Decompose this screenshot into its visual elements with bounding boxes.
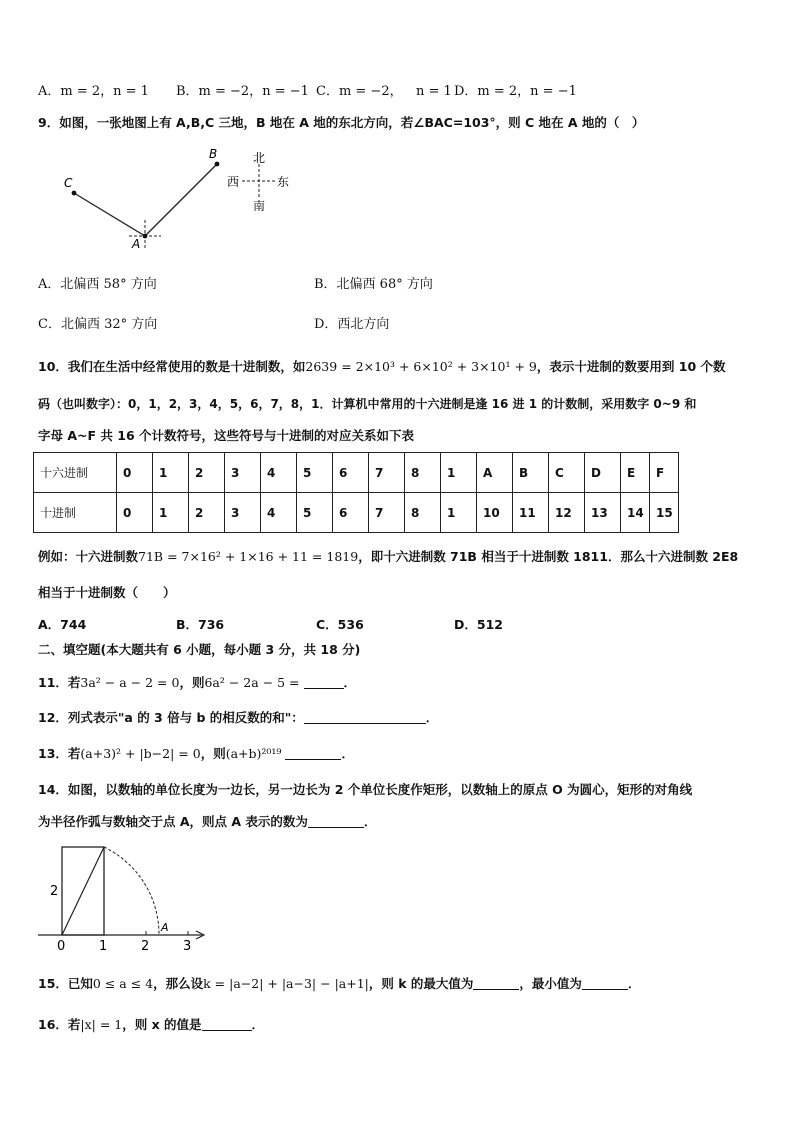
q10-line5: 相当于十进制数（ ）	[38, 585, 176, 600]
q15-formula: k = |a−2| + |a−3| − |a+1|	[203, 976, 369, 991]
compass-north: 北	[253, 151, 266, 165]
q10-option-d: D．512	[454, 617, 503, 632]
hex-cell: A	[477, 453, 513, 493]
q9-option-d: D．西北方向	[314, 317, 390, 332]
q10-line2: 码（也叫数字）：0，1，2，3，4，5，6，7，8，1．计算机中常用的十六进制是逢 16 进 1 的计数制，采用数字 0~9 和	[38, 397, 697, 411]
q9-stem: 9．如图，一张地图上有 A,B,C 三地，B 地在 A 地的东北方向，若∠BAC=103°，则 C 地在 A 地的（ ）	[38, 115, 645, 130]
decimal-cell: 4	[261, 493, 297, 533]
q14-line2-text: 为半径作弧与数轴交于点 A，则点 A 表示的数为	[38, 814, 308, 829]
q14-line1: 14．如图，以数轴的单位长度为一边长，另一边长为 2 个单位长度作矩形，以数轴上的原点 O 为圆心，矩形的对角线	[38, 782, 693, 797]
decimal-cell: 11	[513, 493, 549, 533]
compass-south: 南	[253, 199, 266, 213]
q8-option-c: C．m = −2，	[316, 84, 403, 99]
hex-cell: 6	[333, 453, 369, 493]
rectangle-diagonal	[62, 847, 104, 935]
q9-option-c: C．北偏西 32° 方向	[38, 317, 158, 332]
decimal-row-header: 十进制	[34, 493, 117, 533]
q10-line1-prefix: 10．我们在生活中经常使用的数是十进制数，如	[38, 359, 306, 374]
decimal-cell: 1	[441, 493, 477, 533]
q15-range: 0 ≤ a ≤ 4	[92, 976, 154, 991]
hex-cell: 1	[153, 453, 189, 493]
q13-expr: (a+b)²⁰¹⁹	[225, 746, 282, 761]
q14-figure	[36, 840, 216, 952]
decimal-cell: 7	[369, 493, 405, 533]
q10-options	[38, 616, 764, 634]
q9-option-b: B．北偏西 68° 方向	[314, 277, 433, 292]
hex-cell: 1	[441, 453, 477, 493]
label-c: C	[64, 176, 73, 190]
q15-mid1: ，那么设	[153, 976, 204, 991]
q8-option-c-n: n = 1	[416, 84, 452, 99]
q10-line3: 字母 A~F 共 16 个计数符号，这些符号与十进制的对应关系如下表	[38, 428, 414, 443]
q10-option-b: B．736	[176, 617, 225, 632]
q11-mid: ，则	[179, 675, 205, 690]
ray-ab	[145, 164, 217, 236]
compass-east: 东	[277, 175, 290, 189]
q9-options-row1	[38, 276, 764, 294]
point-a-label: A	[161, 921, 169, 934]
q12-text: 12．列式表示"a 的 3 倍与 b 的相反数的和"：	[38, 710, 304, 725]
hex-cell: F	[650, 453, 679, 493]
q13	[38, 745, 764, 763]
q14-answer-blank[interactable]	[308, 815, 364, 828]
decimal-cell: 12	[549, 493, 585, 533]
tick-label-3: 3	[183, 939, 192, 952]
q11-answer-blank[interactable]	[304, 676, 344, 689]
hex-row	[34, 453, 679, 493]
q10-example-formula: 71B = 7×16² + 1×16 + 11 = 1819	[138, 549, 359, 564]
q16-answer-blank[interactable]	[202, 1018, 252, 1031]
q13-end: ．	[341, 746, 354, 761]
q12-answer-blank[interactable]	[304, 711, 426, 724]
decimal-cell: 2	[189, 493, 225, 533]
q11	[38, 674, 764, 692]
label-b: B	[209, 147, 218, 161]
decimal-cell: 1	[153, 493, 189, 533]
q12-end: ．	[425, 710, 439, 725]
compass-west: 西	[227, 175, 240, 189]
decimal-cell: 3	[225, 493, 261, 533]
q10-line1-formula: 2639 = 2×10³ + 6×10² + 3×10¹ + 9	[305, 359, 537, 374]
q16-end: ．	[251, 1017, 265, 1032]
hex-cell: 5	[297, 453, 333, 493]
q10-line1	[38, 358, 764, 376]
q14-line2	[38, 813, 764, 831]
point-b	[215, 162, 220, 167]
hex-decimal-table	[33, 452, 679, 533]
q8-options	[38, 83, 764, 101]
q10-option-c: C．536	[316, 617, 364, 632]
q14-end: ．	[363, 814, 377, 829]
hex-cell: 7	[369, 453, 405, 493]
tick-label-0: 0	[57, 939, 66, 952]
radius-arc	[104, 847, 159, 935]
q16-prefix: 16．若	[38, 1017, 81, 1032]
q15-end: ．	[627, 976, 641, 991]
decimal-cell: 15	[650, 493, 679, 533]
q12	[38, 709, 764, 727]
height-label: 2	[50, 884, 59, 899]
q11-prefix: 11．若	[38, 675, 81, 690]
q10-example	[38, 548, 764, 566]
q10-option-a: A．744	[38, 617, 87, 632]
point-a	[143, 234, 148, 239]
q13-mid: ，则	[200, 746, 226, 761]
label-a: A	[132, 237, 141, 251]
q15	[38, 975, 764, 993]
decimal-row	[34, 493, 679, 533]
q11-formula: 3a² − a − 2 = 0	[80, 675, 180, 690]
q9-figure	[55, 142, 315, 257]
q13-answer-blank[interactable]	[285, 747, 341, 760]
q10-example-suffix: ，即十六进制数 71B 相当于十进制数 1811．那么十六进制数 2E8	[358, 549, 739, 564]
tick-label-2: 2	[141, 939, 150, 952]
q15-mid3: ，最小值为	[519, 976, 582, 991]
hex-cell: 2	[189, 453, 225, 493]
q10-example-prefix: 例如：十六进制数	[38, 549, 139, 564]
hex-cell: E	[621, 453, 650, 493]
point-c	[72, 191, 77, 196]
decimal-cell: 14	[621, 493, 650, 533]
hex-cell: C	[549, 453, 585, 493]
q15-max-blank[interactable]	[473, 977, 519, 990]
decimal-cell: 10	[477, 493, 513, 533]
decimal-cell: 6	[333, 493, 369, 533]
q16	[38, 1016, 764, 1034]
q15-min-blank[interactable]	[582, 977, 628, 990]
q8-option-b: B．m = −2，n = −1	[176, 84, 309, 99]
tick-label-1: 1	[99, 939, 108, 952]
hex-cell: 0	[117, 453, 153, 493]
hex-row-header: 十六进制	[34, 453, 117, 493]
q11-expr: 6a² − 2a − 5 =	[204, 675, 300, 690]
q10-line1-suffix: ，表示十进制的数要用到 10 个数	[536, 359, 726, 374]
hex-cell: D	[585, 453, 621, 493]
q8-option-a: A．m = 2，n = 1	[38, 84, 149, 99]
q9-options-row2	[38, 316, 764, 334]
q16-formula: |x| = 1	[80, 1017, 123, 1032]
ray-ac	[74, 193, 145, 236]
q8-option-d: D．m = 2，n = −1	[454, 84, 577, 99]
hex-cell: 3	[225, 453, 261, 493]
q15-prefix: 15．已知	[38, 976, 93, 991]
q15-mid2: ，则 k 的最大值为	[368, 976, 474, 991]
decimal-cell: 5	[297, 493, 333, 533]
hex-cell: 4	[261, 453, 297, 493]
decimal-cell: 8	[405, 493, 441, 533]
decimal-cell: 0	[117, 493, 153, 533]
hex-cell: B	[513, 453, 549, 493]
section-2-title: 二、填空题(本大题共有 6 小题，每小题 3 分，共 18 分)	[38, 642, 361, 657]
q9-option-a: A．北偏西 58° 方向	[38, 277, 157, 292]
q13-formula: (a+3)² + |b−2| = 0	[80, 746, 201, 761]
q16-mid: ，则 x 的值是	[122, 1017, 202, 1032]
hex-cell: 8	[405, 453, 441, 493]
decimal-cell: 13	[585, 493, 621, 533]
q13-prefix: 13．若	[38, 746, 81, 761]
q11-end: ．	[343, 675, 357, 690]
